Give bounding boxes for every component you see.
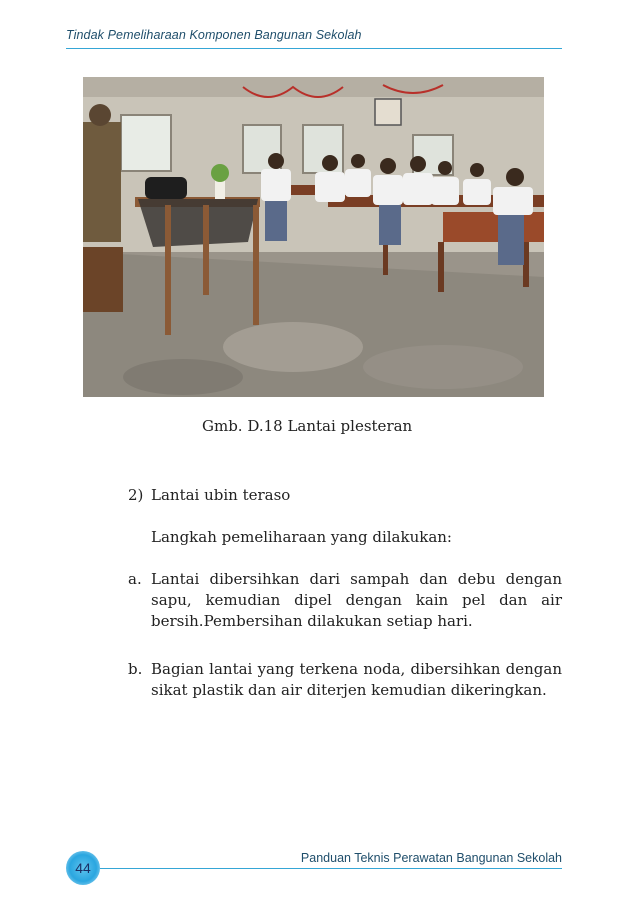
list-item-text: Bagian lantai yang terkena noda, dibersihkan dengan sikat plastik dan air diterjen kemudian dikeringkan. xyxy=(151,660,562,699)
list-item-text: Lantai dibersihkan dari sampah dan debu dengan sapu, kemudian dipel dengan kain pel dan air bersih.Pembersihan dilakukan setiap hari. xyxy=(151,570,562,630)
list-item-marker: a. xyxy=(128,570,142,588)
list-item-marker: b. xyxy=(128,660,143,678)
page-number-badge xyxy=(66,851,100,885)
section-title: Lantai ubin teraso xyxy=(151,486,291,504)
running-footer: Panduan Teknis Perawatan Bangunan Sekolah xyxy=(300,851,562,865)
footer-rule xyxy=(100,868,562,869)
running-header: Tindak Pemeliharaan Komponen Bangunan Sekolah xyxy=(66,28,362,42)
section-intro: Langkah pemeliharaan yang dilakukan: xyxy=(151,528,452,546)
header-rule xyxy=(66,48,562,49)
section-number: 2) xyxy=(128,486,144,504)
classroom-photo xyxy=(83,77,544,397)
figure-caption: Gmb. D.18 Lantai plesteran xyxy=(202,417,413,435)
page-number: 44 xyxy=(75,860,91,876)
